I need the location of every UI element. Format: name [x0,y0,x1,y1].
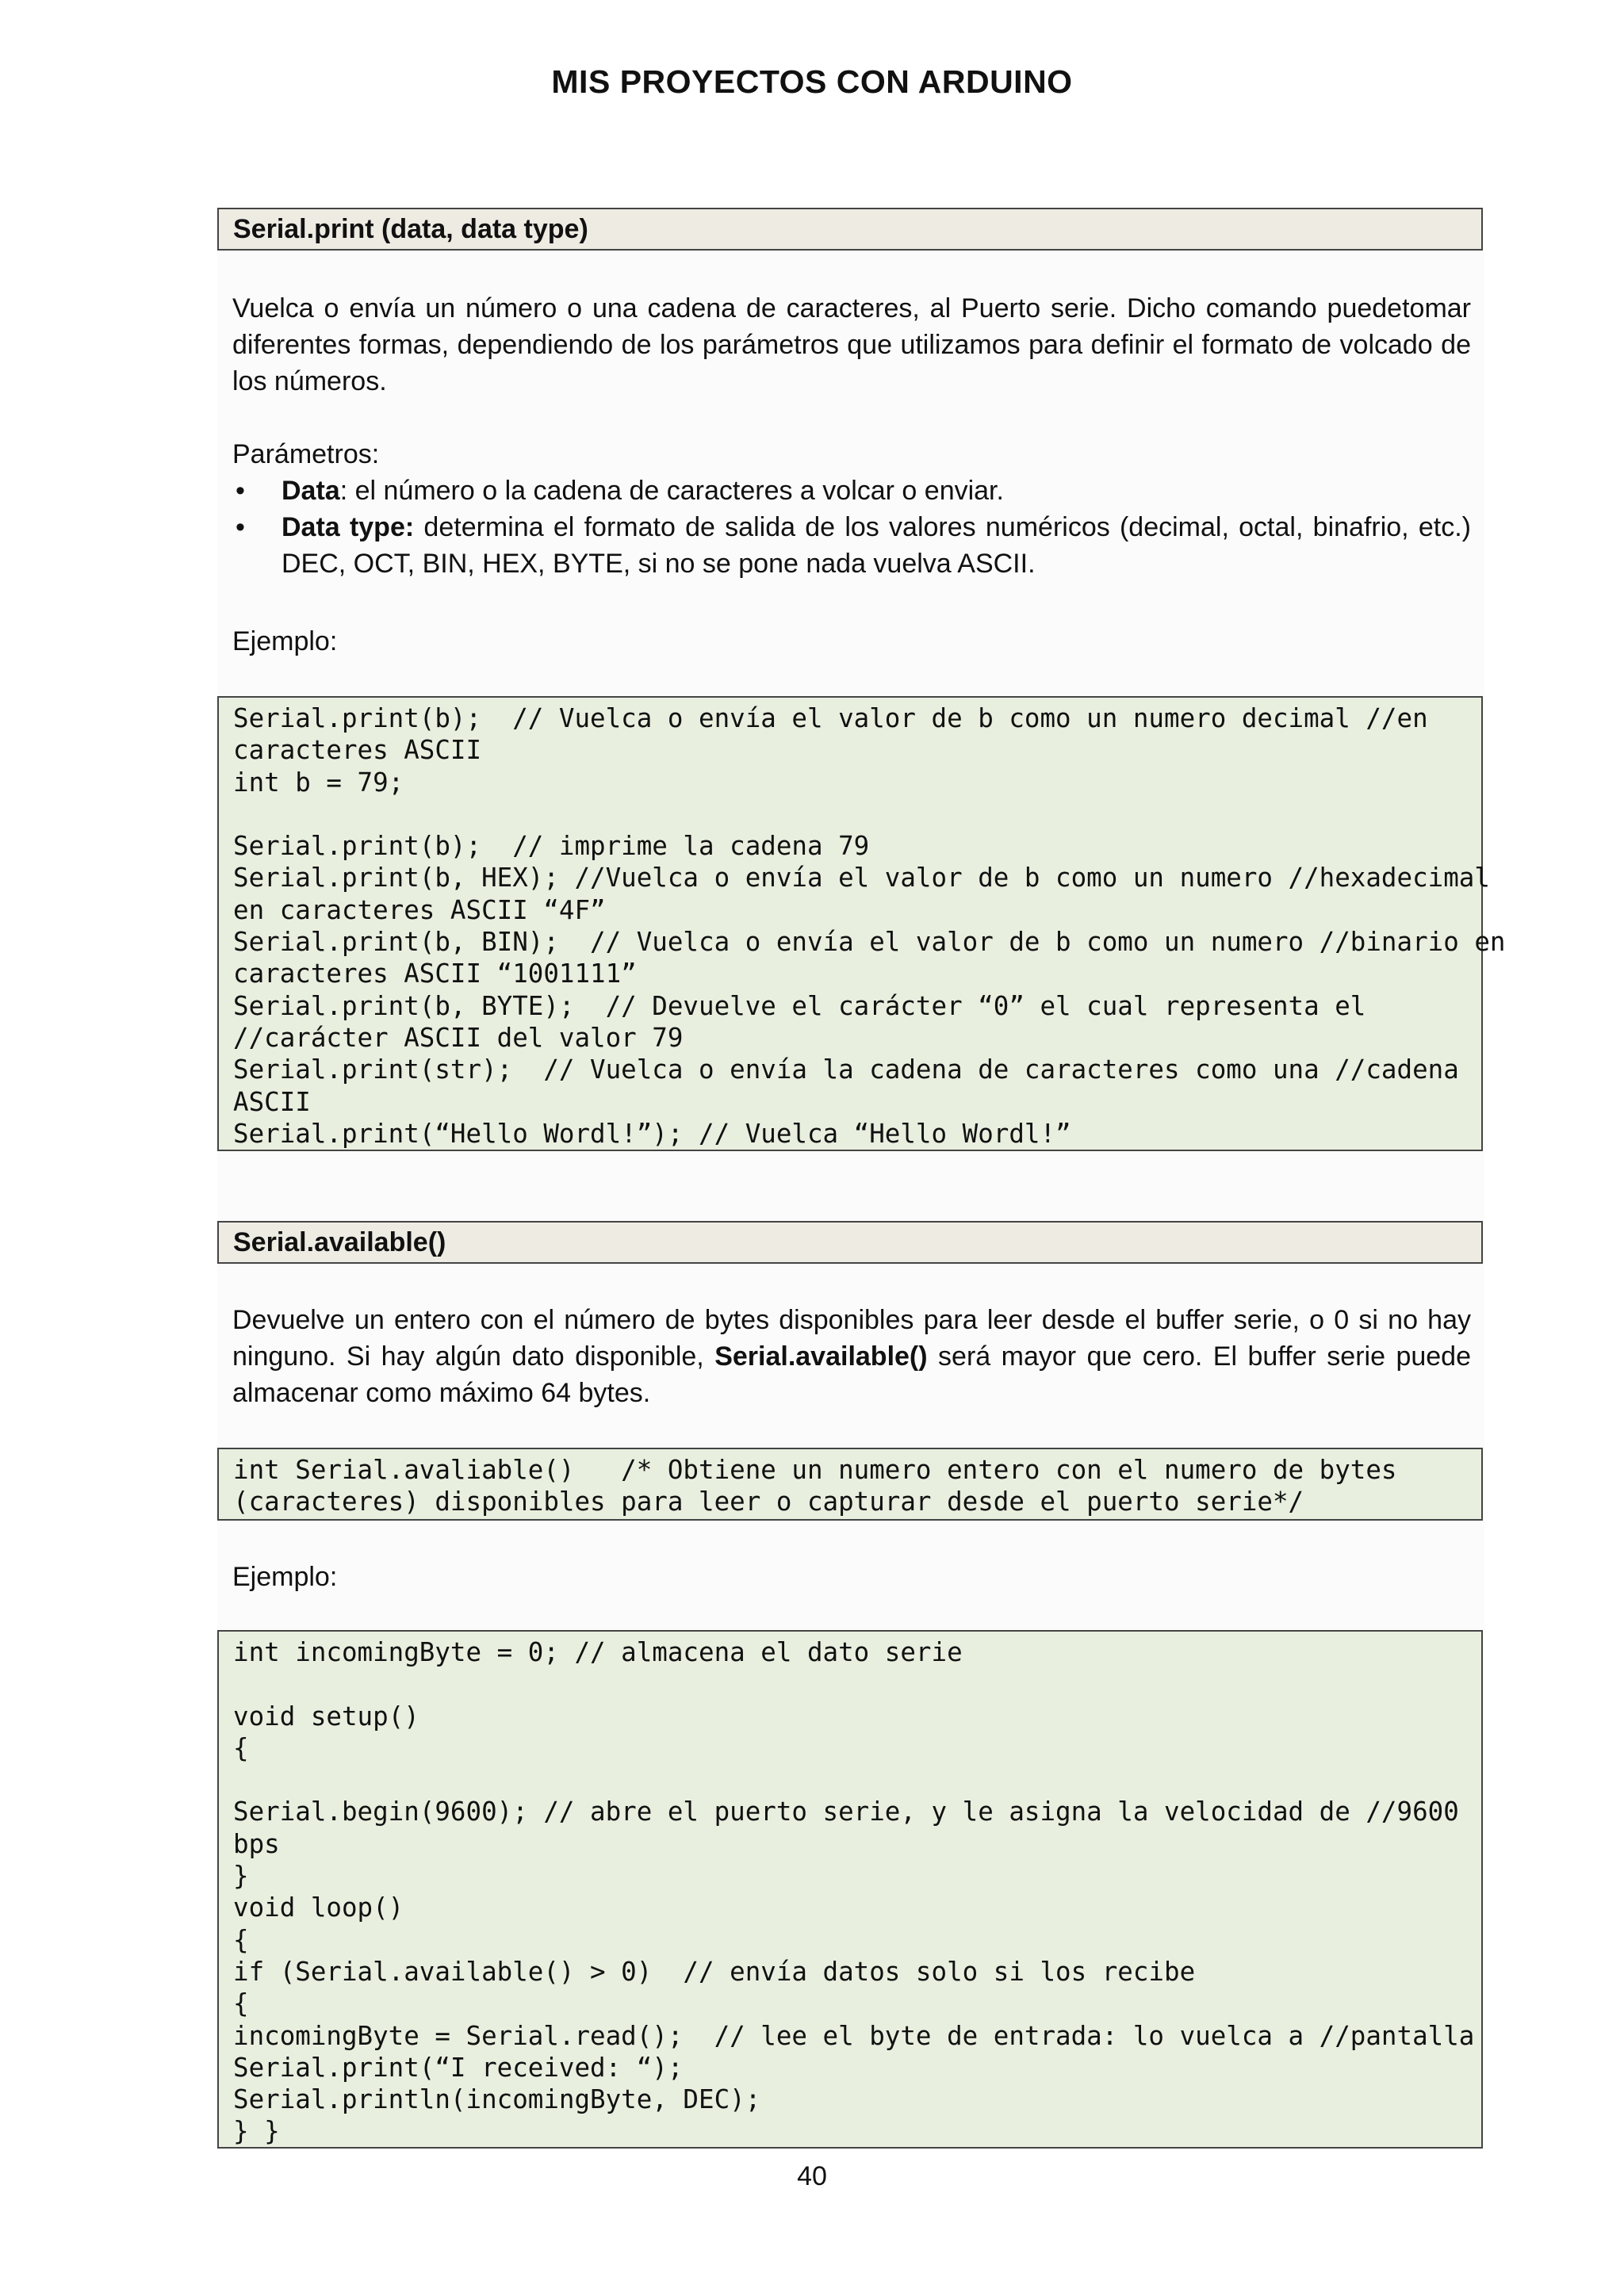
list-item [232,509,1471,582]
example-label-2: Ejemplo: [232,1562,338,1592]
parameters-list [232,473,1471,582]
section-heading-serial-available: Serial.available() [217,1221,1483,1264]
desc-bold: Serial.available() [714,1341,928,1372]
parameters-block [232,436,1471,582]
param-text: : el número o la cadena de caracteres a volcar o enviar. [339,476,1004,506]
param-term: Data type: [282,512,415,542]
bullet-icon: • [236,476,245,506]
list-item [232,473,1471,509]
serial-print-description [232,290,1471,400]
code-block-serial-print [217,696,1506,1151]
parameters-label: Parámetros: [232,439,380,469]
code-block-syntax [217,1448,1483,1521]
example-label: Ejemplo: [232,626,338,656]
bullet-icon: • [236,512,245,542]
section-heading-serial-print: Serial.print (data, data type) [217,208,1483,251]
code-text: int incomingByte = 0; // almacena el dato serie void setup() { Serial.begin(9600); // abre el puerto serie, y le asigna la velocidad de //9600 bps } void loop() { if (Serial.available() > 0) // envía datos solo si los recibe { incomingByte = Serial.read(); // lee el byte de entrada: lo vuelca a //pantalla Serial.print(“I received: “); Serial.println(incomingByte, DEC); } } [233,1637,1475,2147]
description-text [232,1302,1471,1411]
page-number: 40 [797,2161,827,2191]
description-text: Vuelca o envía un número o una cadena de caracteres, al Puerto serie. Dicho comando puedetomar diferentes formas, dependiendo de los parámetros que utilizamos para definir el formato de volcado de los números. [232,293,1471,396]
code-block-serial-available [217,1630,1483,2149]
param-text: determina el formato de salida de los valores numéricos (decimal, octal, binafrio, etc.) DEC, OCT, BIN, HEX, BYTE, si no se pone nada vuelva ASCII. [282,512,1472,579]
desc-after: será mayor que cero. El buffer serie puede almacenar como máximo 64 bytes. [232,1341,1471,1408]
serial-available-description [232,1302,1471,1411]
param-term: Data [282,476,340,506]
page-header: MIS PROYECTOS CON ARDUINO [551,63,1073,100]
code-text: Serial.print(b); // Vuelca o envía el valor de b como un numero decimal //en caracteres ASCII int b = 79; Serial.print(b); // imprime la cadena 79 Serial.print(b, HEX); //Vuelca o envía el valor de b como un numero //hexadecimal en caracteres ASCII “4F” Serial.print(b, BIN); // Vuelca o envía el valor de b como un numero //binario en caracteres ASCII “1001111” Serial.print(b, BYTE); // Devuelve el carácter “0” el cual representa el //carácter ASCII del valor 79 Serial.print(str); // Vuelca o envía la cadena de caracteres como una //cadena ASCII Serial.print(“Hello Wordl!”); // Vuelca “Hello Wordl!” [233,703,1506,1149]
desc-before: Devuelve un entero con el número de bytes disponibles para leer desde el buffer serie, o 0 si no hay ninguno. Si hay algún dato disponible, [232,1305,1471,1372]
code-text: int Serial.avaliable() /* Obtiene un numero entero con el numero de bytes (caracteres) disponibles para leer o capturar desde el puerto serie*/ [233,1455,1397,1517]
